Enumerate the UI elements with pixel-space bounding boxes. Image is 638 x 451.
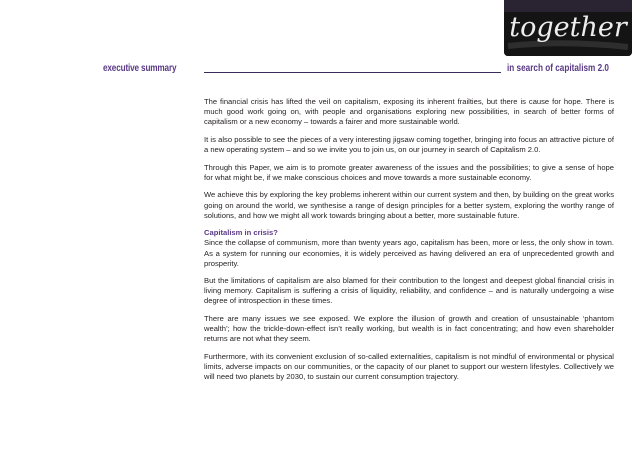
header-rule bbox=[204, 72, 501, 73]
intro-paragraph: Through this Paper, we aim is to promote greater awareness of the issues and the possibilities; to give a sense of hope for what might be, if we make conscious choices and move towards a more sustainable economy. bbox=[204, 162, 614, 182]
section-paragraph: Since the collapse of communism, more than twenty years ago, capitalism has been, more or less, the only show in town. As a system for running our economies, it is widely perceived as having delivered an era of unprecedented growth and prosperity. bbox=[204, 238, 614, 268]
section-label: executive summary bbox=[103, 62, 177, 74]
section-paragraph: There are many issues we see exposed. We explore the illusion of growth and creation of unsustainable ‘phantom wealth’; how the trickle-down-effect isn’t really working, but wealth is in fact concentrating; and how even shareholder returns are not what they seem. bbox=[204, 314, 614, 344]
intro-paragraph: The financial crisis has lifted the veil on capitalism, exposing its inherent frailties, but there is cause for hope. There is much good work going on, with people and organisations exploring new possibilities, in search of better forms of capitalism or a new economy – towards a fairer and more sustainable world. bbox=[204, 97, 614, 127]
report-title: in search of capitalism 2.0 bbox=[507, 62, 609, 74]
section-paragraph: But the limitations of capitalism are also blamed for their contribution to the longest and deepest global financial crisis in living memory. Capitalism is suffering a crisis of liquidity, reliability, and confidence – and is naturally undergoing a wise degree of introspection in these times. bbox=[204, 276, 614, 306]
together-logo bbox=[504, 0, 632, 56]
body-text bbox=[204, 97, 614, 390]
intro-paragraph: We achieve this by exploring the key problems inherent within our current system and then, by building on the great works going on around the world, we synthesise a range of design principles for a better system, exploring the worthy range of solutions, and how we might all work towards bringing about a better, more sustainable future. bbox=[204, 190, 614, 220]
intro-paragraph: It is also possible to see the pieces of a very interesting jigsaw coming together, bringing into focus an attractive picture of a new operating system – and so we invite you to join us, on our journey in search of Capitalism 2.0. bbox=[204, 134, 614, 154]
section-paragraph: Furthermore, with its convenient exclusion of so-called externalities, capitalism is not mindful of environmental or physical limits, adverse impacts on our communities, or the capacity of our planet to support our western lifestyles. Collectively we will need two planets by 2030, to sustain our current consumption trajectory. bbox=[204, 352, 614, 382]
logo-word: together bbox=[509, 12, 627, 43]
section-heading: Capitalism in crisis? bbox=[204, 228, 278, 238]
